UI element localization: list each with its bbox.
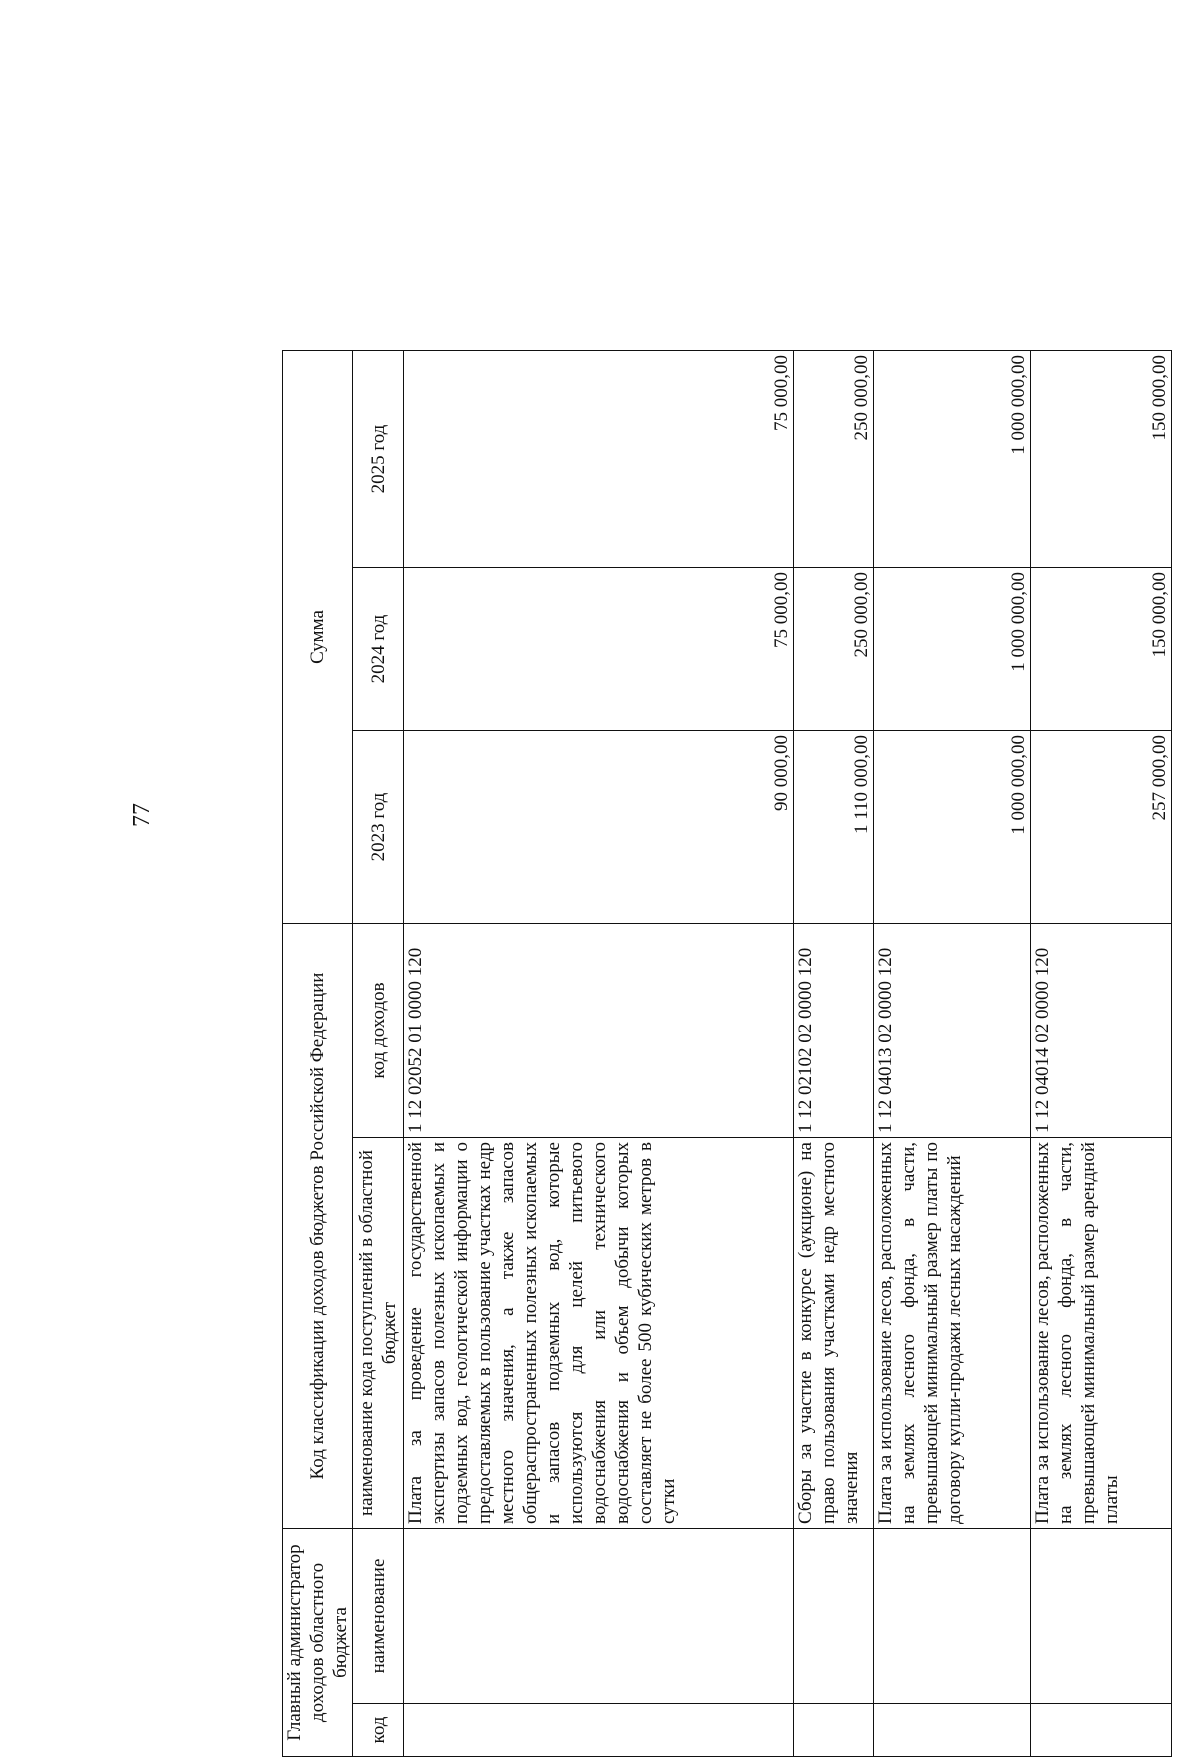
income-code-cell: 1 12 02052 01 0000 120 (404, 924, 794, 1138)
amount-2025-cell: 1 000 000,00 (874, 351, 1031, 568)
income-code-cell: 1 12 04014 02 0000 120 (1031, 924, 1172, 1138)
amount-2023-cell: 1 110 000,00 (794, 731, 874, 924)
table-row (874, 351, 1031, 1757)
income-name-cell: Сборы за участие в конкурсе (аукционе) на право пользования участками недр местного значения (794, 1138, 874, 1529)
admin-code-cell (874, 1704, 1031, 1757)
header-admin-code: код (353, 1704, 404, 1757)
amount-2023-cell: 1 000 000,00 (874, 731, 1031, 924)
amount-2024-cell: 1 000 000,00 (874, 568, 1031, 731)
income-code-cell: 1 12 02102 02 0000 120 (794, 924, 874, 1138)
header-income-code: код доходов (353, 924, 404, 1138)
amount-2024-cell: 75 000,00 (404, 568, 794, 731)
amount-2025-cell: 250 000,00 (794, 351, 874, 568)
page-number: 77 (129, 803, 155, 827)
admin-name-cell (1031, 1529, 1172, 1704)
amount-2023-cell: 90 000,00 (404, 731, 794, 924)
admin-code-cell (1031, 1704, 1172, 1757)
budget-table-rotated (282, 351, 1170, 1757)
table-row (404, 351, 794, 1757)
income-name-cell: Плата за использование лесов, расположенных на землях лесного фонда, в части, превышающей минимальный размер платы по договору купли-продажи лесных насаждений (874, 1138, 1031, 1529)
income-code-cell: 1 12 04013 02 0000 120 (874, 924, 1031, 1138)
income-name-cell: Плата за проведение государственной экспертизы запасов полезных ископаемых и подземных вод, геологической информации о предоставляемых в пользование участках недр местного значения, а также запасов общераспространенных полезных ископаемых и запасов подземных вод, которые используются для целей питьевого водоснабжения или технического водоснабжения и объем добычи которых составляет не более 500 кубических метров в сутки (404, 1138, 794, 1529)
table-row (794, 351, 874, 1757)
admin-name-cell (404, 1529, 794, 1704)
header-admin-name: наименование (353, 1529, 404, 1704)
header-year-2023: 2023 год (353, 731, 404, 924)
amount-2023-cell: 257 000,00 (1031, 731, 1172, 924)
income-classification-table (282, 350, 1172, 1757)
header-income-name: наименование кода поступлений в областной бюджет (353, 1138, 404, 1529)
admin-name-cell (874, 1529, 1031, 1704)
table-row (1031, 351, 1172, 1757)
header-row-columns (353, 351, 404, 1757)
income-name-cell: Плата за использование лесов, расположенных на землях лесного фонда, в части, превышающей минимальный размер арендной платы (1031, 1138, 1172, 1529)
amount-2024-cell: 250 000,00 (794, 568, 874, 731)
amount-2025-cell: 75 000,00 (404, 351, 794, 568)
admin-code-cell (404, 1704, 794, 1757)
header-year-2024: 2024 год (353, 568, 404, 731)
admin-code-cell (794, 1704, 874, 1757)
header-classification-group: Код классификации доходов бюджетов Российской Федерации (283, 924, 353, 1529)
admin-name-cell (794, 1529, 874, 1704)
header-sum-group: Сумма (283, 351, 353, 924)
amount-2024-cell: 150 000,00 (1031, 568, 1172, 731)
header-row-groups (283, 351, 353, 1757)
header-admin-group: Главный администратор доходов областного бюджета (283, 1529, 353, 1757)
header-year-2025: 2025 год (353, 351, 404, 568)
amount-2025-cell: 150 000,00 (1031, 351, 1172, 568)
